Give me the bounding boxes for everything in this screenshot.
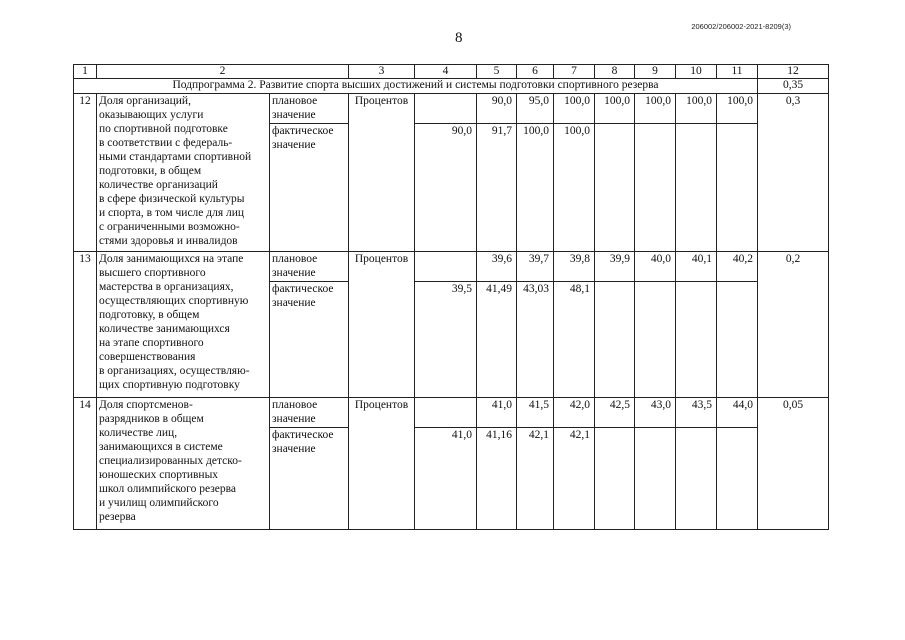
plan-value: 39,6 [477, 252, 517, 282]
col-header-11: 11 [717, 65, 758, 79]
plan-value: 41,5 [517, 398, 554, 428]
plan-value: 100,0 [717, 94, 758, 124]
col-header-8: 8 [595, 65, 635, 79]
column-number-row [74, 65, 829, 79]
plan-value: 100,0 [676, 94, 717, 124]
plan-value: 39,7 [517, 252, 554, 282]
row-number: 12 [74, 94, 97, 252]
plan-value: 39,9 [595, 252, 635, 282]
fact-value [676, 124, 717, 252]
fact-value [717, 428, 758, 530]
indicator-name: Доля организаций, оказывающих услуги по спортивной подготовке в соответствии с федераль- ными стандартами спортивной подготовки, в общем количестве организаций в сфере физической культуры и спорта, в том числе для лиц с ограниченными возможно- стями здоровья и инвалидов [97, 94, 270, 252]
unit: Процентов [349, 398, 415, 530]
row-number: 14 [74, 398, 97, 530]
unit: Процентов [349, 252, 415, 398]
plan-label: плановое значение [270, 94, 349, 124]
page-number: 8 [455, 30, 463, 46]
col-header-7: 7 [554, 65, 595, 79]
plan-value: 42,0 [554, 398, 595, 428]
plan-value [415, 252, 477, 282]
indicator-weight: 0,2 [758, 252, 829, 398]
plan-value: 95,0 [517, 94, 554, 124]
col-header-10: 10 [676, 65, 717, 79]
fact-value [717, 124, 758, 252]
table-row [74, 252, 829, 282]
fact-value: 39,5 [415, 282, 477, 398]
fact-value: 41,0 [415, 428, 477, 530]
indicator-weight: 0,3 [758, 94, 829, 252]
subprogram-title: Подпрограмма 2. Развитие спорта высших достижений и системы подготовки спортивного резерва [74, 79, 758, 94]
fact-value [635, 282, 676, 398]
indicators-table [73, 64, 829, 530]
plan-value: 43,5 [676, 398, 717, 428]
fact-value [717, 282, 758, 398]
table-row [74, 398, 829, 428]
unit: Процентов [349, 94, 415, 252]
fact-label: фактическое значение [270, 282, 349, 398]
plan-value: 40,2 [717, 252, 758, 282]
fact-value: 42,1 [554, 428, 595, 530]
plan-value: 40,0 [635, 252, 676, 282]
fact-value [595, 282, 635, 398]
fact-value: 100,0 [517, 124, 554, 252]
row-number: 13 [74, 252, 97, 398]
plan-value [415, 398, 477, 428]
col-header-4: 4 [415, 65, 477, 79]
plan-value: 100,0 [595, 94, 635, 124]
fact-value: 91,7 [477, 124, 517, 252]
plan-label: плановое значение [270, 252, 349, 282]
fact-value: 43,03 [517, 282, 554, 398]
fact-value [635, 428, 676, 530]
fact-value: 48,1 [554, 282, 595, 398]
plan-value: 42,5 [595, 398, 635, 428]
col-header-9: 9 [635, 65, 676, 79]
fact-label: фактическое значение [270, 428, 349, 530]
subprogram-row [74, 79, 829, 94]
col-header-3: 3 [349, 65, 415, 79]
subprogram-weight: 0,35 [758, 79, 829, 94]
document-code: 206002/206002-2021-8209(3) [691, 22, 791, 31]
plan-label: плановое значение [270, 398, 349, 428]
plan-value: 90,0 [477, 94, 517, 124]
indicator-name: Доля спортсменов- разрядников в общем количестве лиц, занимающихся в системе специализированных детско- юношеских спортивных школ олимпийского резерва и училищ олимпийского резерва [97, 398, 270, 530]
plan-value: 44,0 [717, 398, 758, 428]
fact-value [635, 124, 676, 252]
fact-label: фактическое значение [270, 124, 349, 252]
table-row [74, 94, 829, 124]
plan-value: 100,0 [554, 94, 595, 124]
fact-value [595, 428, 635, 530]
col-header-12: 12 [758, 65, 829, 79]
plan-value: 41,0 [477, 398, 517, 428]
indicator-weight: 0,05 [758, 398, 829, 530]
col-header-5: 5 [477, 65, 517, 79]
plan-value: 100,0 [635, 94, 676, 124]
fact-value [676, 428, 717, 530]
fact-value: 41,49 [477, 282, 517, 398]
col-header-2: 2 [97, 65, 349, 79]
plan-value: 40,1 [676, 252, 717, 282]
plan-value [415, 94, 477, 124]
fact-value: 90,0 [415, 124, 477, 252]
fact-value [595, 124, 635, 252]
fact-value [676, 282, 717, 398]
plan-value: 43,0 [635, 398, 676, 428]
col-header-6: 6 [517, 65, 554, 79]
indicator-name: Доля занимающихся на этапе высшего спортивного мастерства в организациях, осуществляющих спортивную подготовку, в общем количестве занимающихся на этапе спортивного совершенствования в организациях, осуществляю- щих спортивную подготовку [97, 252, 270, 398]
fact-value: 41,16 [477, 428, 517, 530]
plan-value: 39,8 [554, 252, 595, 282]
col-header-1: 1 [74, 65, 97, 79]
fact-value: 100,0 [554, 124, 595, 252]
fact-value: 42,1 [517, 428, 554, 530]
